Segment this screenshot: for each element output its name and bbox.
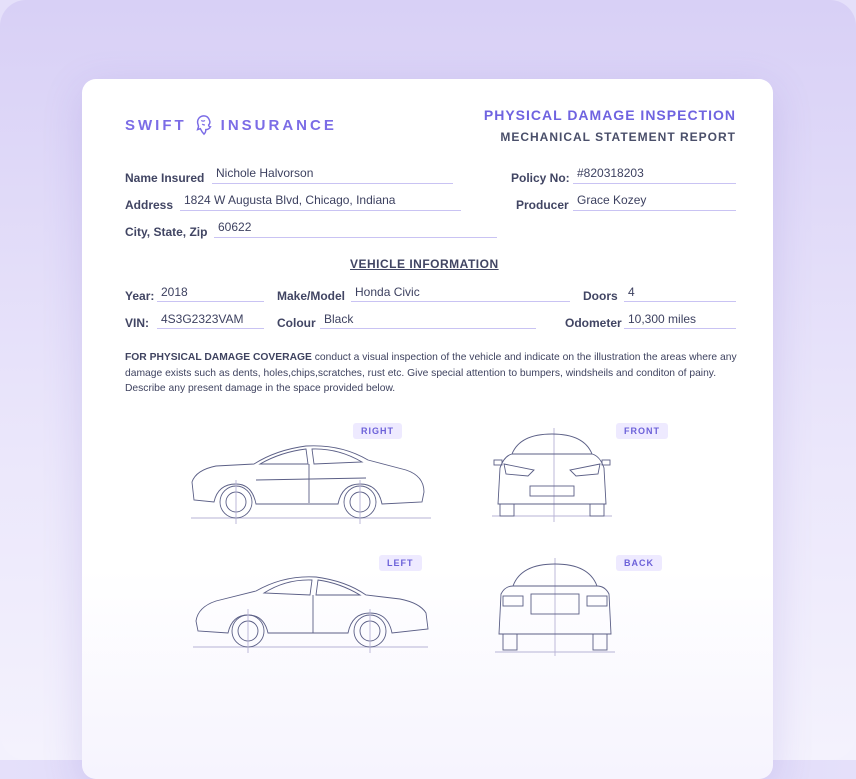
producer-label: Producer	[516, 198, 569, 212]
make-model-underline	[351, 301, 570, 302]
car-right-side-diagram[interactable]	[186, 440, 436, 525]
vin-underline	[157, 328, 264, 329]
policy-no-label: Policy No:	[511, 171, 570, 185]
city-state-zip-label: City, State, Zip	[125, 225, 208, 239]
city-state-zip-field[interactable]: 60622	[218, 220, 252, 234]
car-left-side-diagram[interactable]	[188, 573, 433, 653]
name-insured-underline	[212, 183, 453, 184]
form-title: PHYSICAL DAMAGE INSPECTION	[483, 107, 736, 123]
lion-logo-icon	[193, 114, 215, 136]
view-tag-front: FRONT	[616, 423, 668, 439]
doors-underline	[624, 301, 736, 302]
doors-label: Doors	[583, 289, 618, 303]
city-state-zip-underline	[214, 237, 497, 238]
colour-underline	[320, 328, 536, 329]
make-model-label: Make/Model	[277, 289, 346, 303]
policy-no-field[interactable]: #820318203	[577, 166, 644, 180]
doors-field[interactable]: 4	[628, 285, 635, 299]
address-label: Address	[125, 198, 174, 212]
car-back-diagram[interactable]	[493, 558, 618, 658]
year-label: Year:	[125, 289, 155, 303]
brand-logo	[125, 114, 337, 136]
make-model-field[interactable]: Honda Civic	[355, 285, 420, 299]
odometer-label: Odometer	[565, 316, 622, 330]
brand-name-left: SWIFT	[125, 116, 187, 134]
view-tag-right: RIGHT	[353, 423, 402, 439]
odometer-underline	[624, 328, 736, 329]
instructions-bold-lead: FOR PHYSICAL DAMAGE COVERAGE	[125, 352, 312, 363]
vin-field[interactable]: 4S3G2323VAM	[161, 312, 244, 326]
producer-field[interactable]: Grace Kozey	[577, 193, 647, 207]
odometer-field[interactable]: 10,300 miles	[628, 312, 697, 326]
address-underline	[180, 210, 461, 211]
address-field[interactable]: 1824 W Augusta Blvd, Chicago, Indiana	[184, 193, 396, 207]
year-field[interactable]: 2018	[161, 285, 188, 299]
inspection-instructions	[125, 350, 737, 397]
name-insured-label: Name Insured	[125, 171, 205, 185]
view-tag-left: LEFT	[379, 555, 422, 571]
policy-no-underline	[573, 183, 736, 184]
producer-underline	[573, 210, 736, 211]
form-subtitle: MECHANICAL STATEMENT REPORT	[500, 130, 736, 144]
car-front-diagram[interactable]	[490, 428, 615, 523]
colour-label: Colour	[277, 316, 316, 330]
view-tag-back: BACK	[616, 555, 662, 571]
vehicle-information-heading: VEHICLE INFORMATION	[350, 257, 499, 271]
name-insured-field[interactable]: Nichole Halvorson	[216, 166, 314, 180]
vin-label: VIN:	[125, 316, 149, 330]
colour-field[interactable]: Black	[324, 312, 354, 326]
instructions-text: conduct a visual inspection of the vehicle and indicate on the illustration the areas where any damage exists such as dents, holes,chips,scratches, rust etc. Give special attention to bumpers, windsheils and conditon of painy. Describe any present damage in the space provided below.	[125, 352, 737, 394]
year-underline	[157, 301, 264, 302]
brand-name-right: INSURANCE	[220, 116, 337, 134]
